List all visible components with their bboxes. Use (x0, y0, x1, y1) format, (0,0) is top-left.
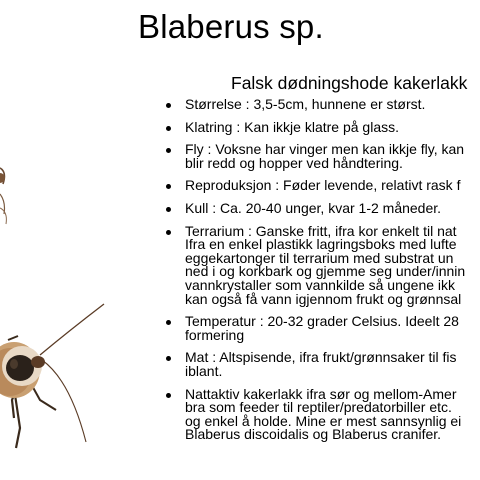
bullet-dot-icon (166, 230, 171, 235)
bullet-text-line: Reproduksjon : Føder levende, relativt rask f (185, 177, 461, 194)
bullet-dot-icon (166, 393, 171, 398)
cockroach-image-main (0, 300, 110, 460)
bullet-item (166, 385, 480, 443)
bullet-item (166, 179, 480, 193)
bullet-text-line: Klatring : Kan ikkje klatre på glass. (185, 118, 399, 135)
bullet-text-line: Blaberus discoidalis og Blaberus cranifer. (185, 426, 442, 443)
bullet-dot-icon (166, 356, 171, 361)
bullet-text-line: eggekartonger til terrarium med substrat un (185, 249, 454, 266)
bullet-text-line: ned i og korkbark og gjemme seg under/innin (185, 263, 466, 280)
bullet-dot-icon (166, 184, 171, 189)
bullet-item (166, 98, 480, 112)
bullet-text-line: Temperatur : 20-32 grader Celsius. Ideelt 28 (185, 313, 459, 330)
bullet-item (166, 351, 480, 378)
bullet-text-line: Ifra en enkel plastikk lagringsboks med lufte (185, 236, 457, 253)
bullet-dot-icon (166, 126, 171, 131)
bullet-text-line: kan også få vann igjennom frukt og grønnsal (185, 290, 462, 307)
bullet-text-line: Fly : Voksne har vinger men kan ikkje fly, kan (185, 141, 465, 158)
bullet-text-line: iblant. (185, 362, 223, 379)
bullet-item (166, 315, 480, 342)
bullet-dot-icon (166, 207, 171, 212)
bullet-dot-icon (166, 320, 171, 325)
slide-subtitle: Falsk dødningshode kakerlakk (231, 73, 468, 93)
bullet-text-line: blir redd og hopper ved håndtering. (185, 154, 403, 171)
bullet-text-line: Kull : Ca. 20-40 unger, kvar 1-2 måneder. (185, 199, 442, 216)
bullet-list (166, 98, 480, 442)
bullet-text-line: Terrarium : Ganske fritt, ifra kor enkelt til nat (185, 222, 457, 239)
slide-title: Blaberus sp. (138, 8, 324, 45)
bullet-text-line: vannkrystaller som vannkilde så ungene ikk (185, 276, 456, 293)
cockroach-image-small (0, 150, 12, 230)
bullet-text-line: Mat : Altspisende, ifra frukt/grønnsaker til fis (185, 349, 457, 366)
bullet-text-line: Størrelse : 3,5-5cm, hunnene er størst. (185, 96, 426, 112)
bullet-text-line: og enkel å holde. Mine er mest sannsynlig ei (185, 412, 462, 429)
bullet-text-line: Nattaktiv kakerlakk ifra sør og mellom-Amer (185, 385, 457, 402)
bullet-text-line: formering (185, 326, 245, 343)
bullet-dot-icon (166, 148, 171, 153)
bullet-text-line: bra som feeder til reptiler/predatorbiller etc. (185, 399, 452, 416)
bullet-item (166, 199, 480, 216)
bullet-dot-icon (166, 103, 171, 108)
bullet-item (166, 143, 480, 170)
bullet-item (166, 118, 480, 135)
bullet-item (166, 222, 480, 307)
